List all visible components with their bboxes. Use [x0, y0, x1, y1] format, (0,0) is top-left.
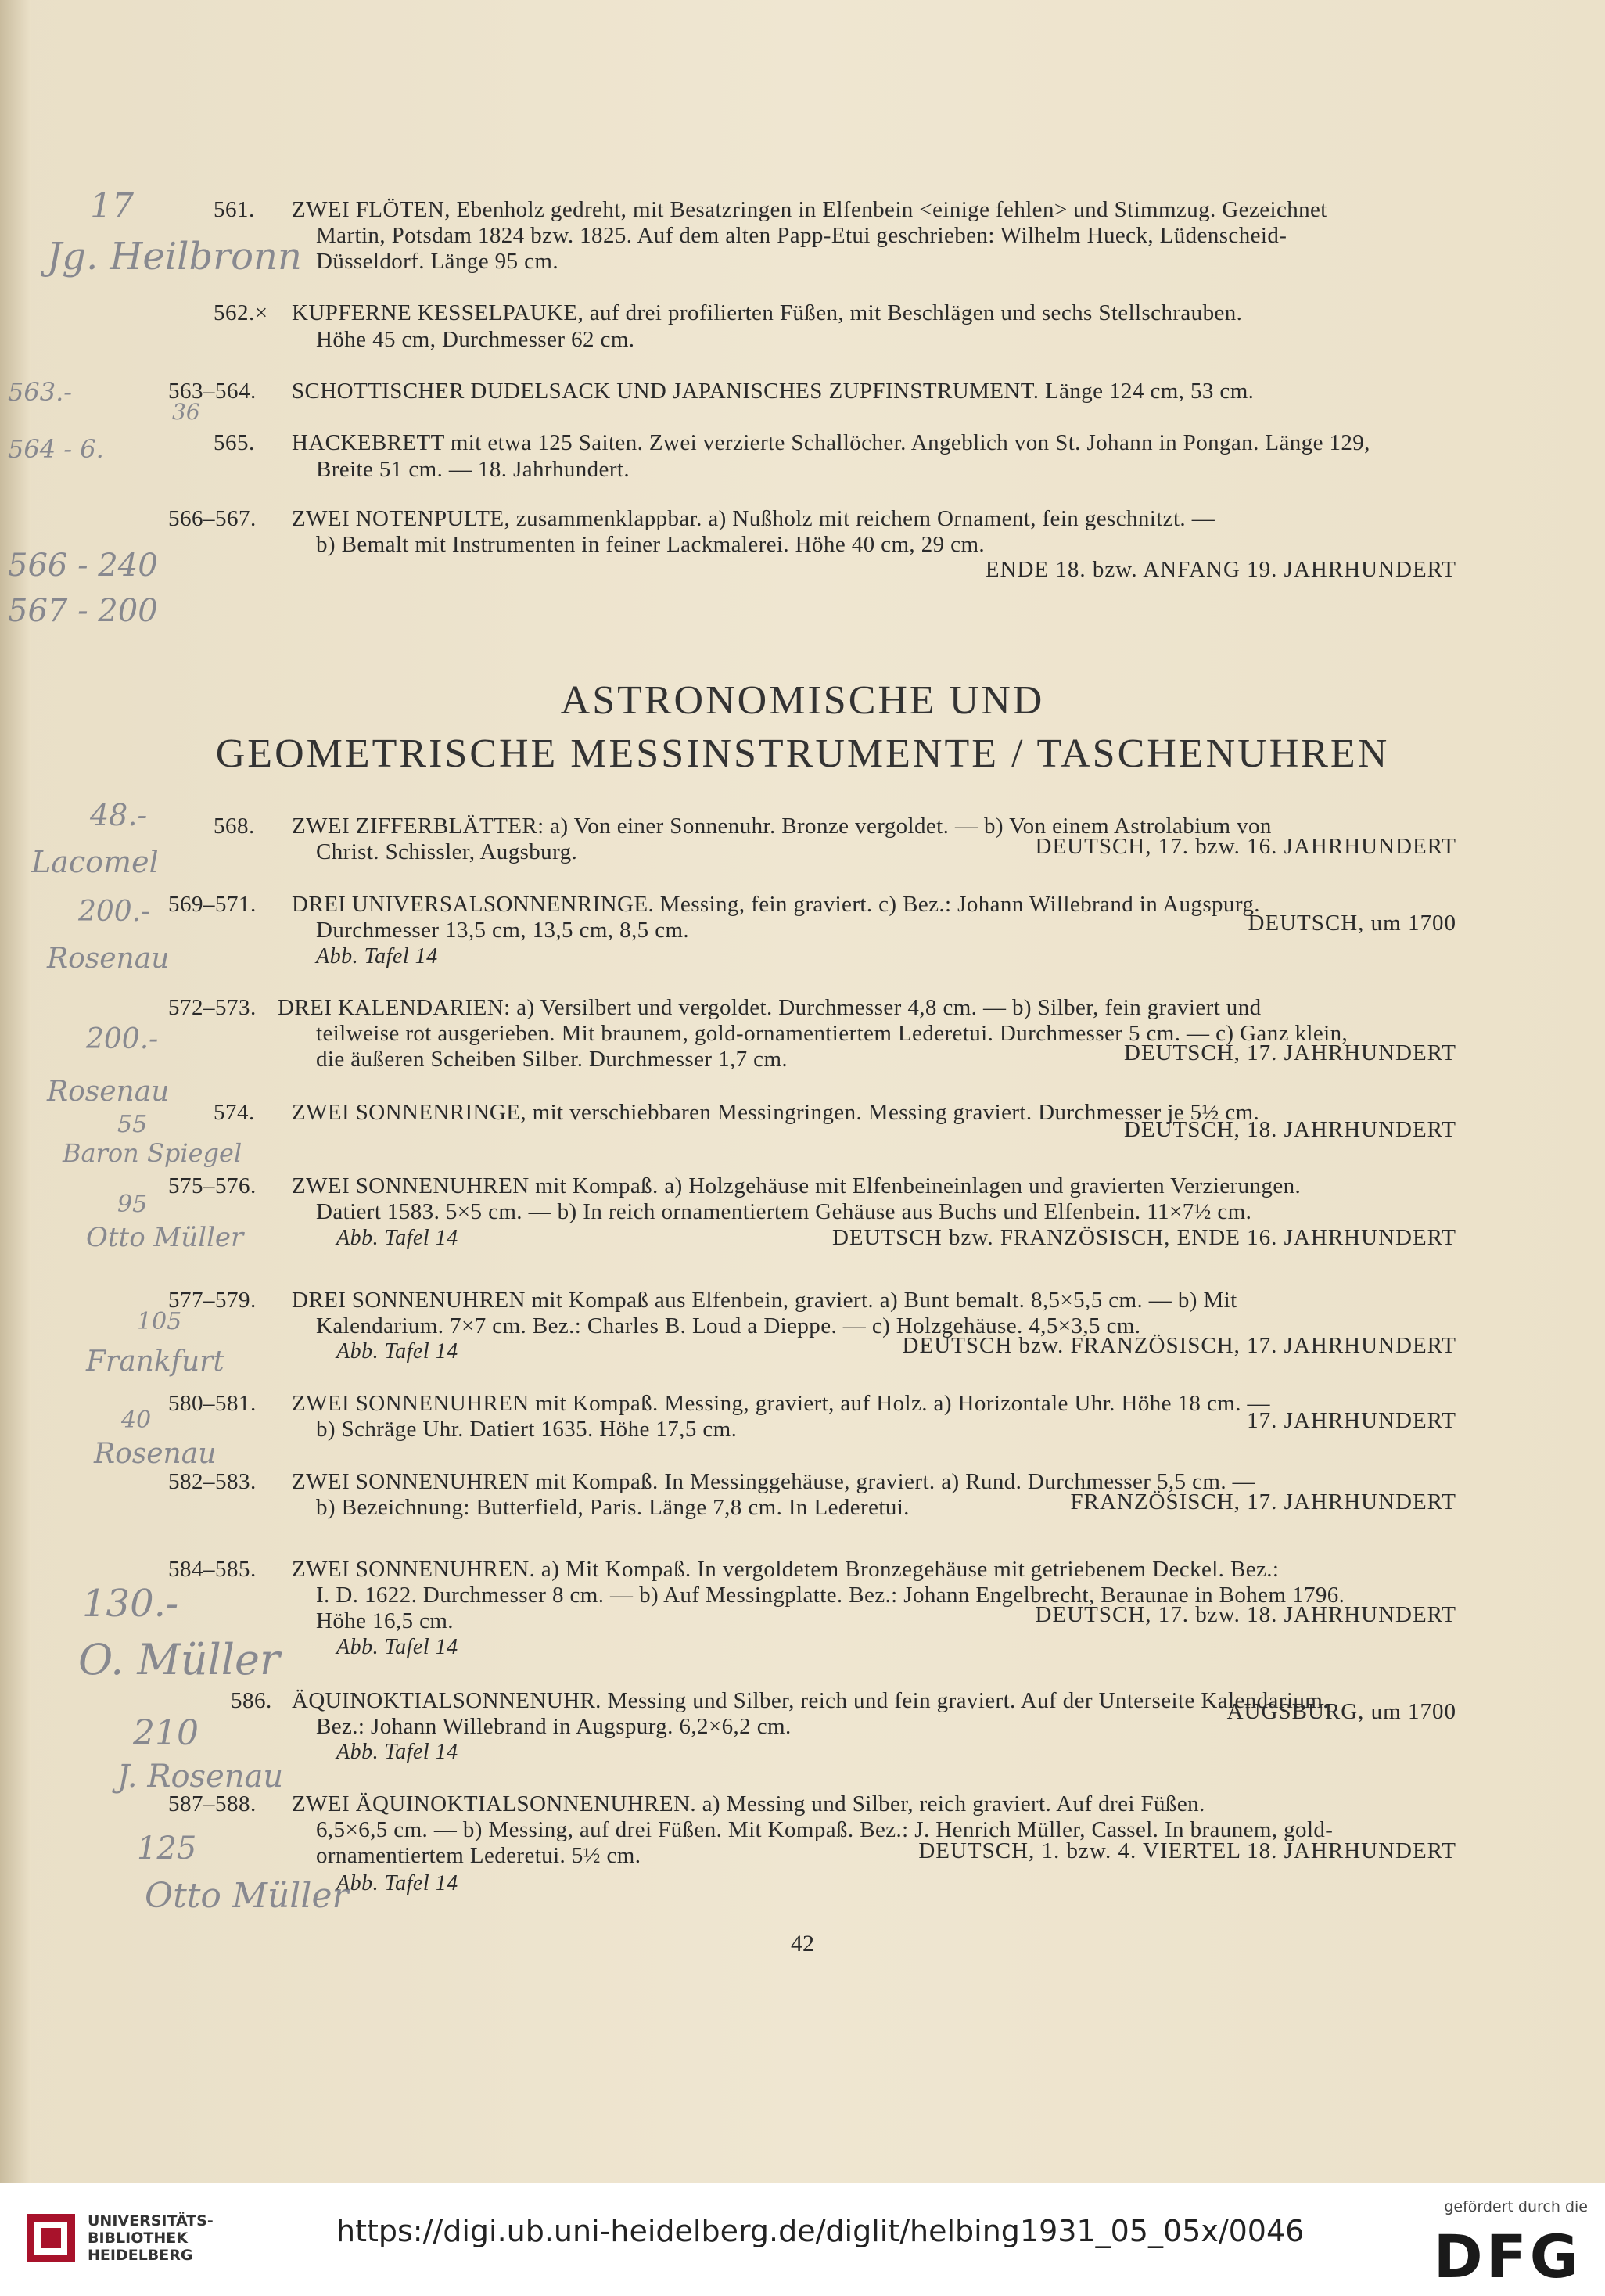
section-heading-line-2: GEOMETRISCHE MESSINSTRUMENTE / TASCHENUHREN [215, 731, 1390, 776]
handwritten-note: 210 [133, 1713, 199, 1753]
handwritten-note: Jg. Heilbronn [47, 235, 302, 278]
entry-number: 584–585. [168, 1557, 257, 1582]
entry-line: ZWEI FLÖTEN, Ebenholz gedreht, mit Besatzringen in Elfenbein <einige fehlen> und Stimmzug. Gezeichnet [292, 197, 1327, 222]
entry-period: DEUTSCH, 17. bzw. 16. JAHRHUNDERT [1035, 834, 1456, 859]
entry-line: KUPFERNE KESSELPAUKE, auf drei profilierten Füßen, mit Beschlägen und sechs Stellschrauben. [292, 300, 1243, 325]
entry-line: Kalendarium. 7×7 cm. Bez.: Charles B. Loud a Dieppe. — c) Holzgehäuse. 4,5×3,5 cm. [316, 1313, 1141, 1338]
entry-number: 577–579. [168, 1288, 257, 1313]
handwritten-note: 125 [137, 1831, 197, 1867]
entry-line: ÄQUINOKTIALSONNENUHR. Messing und Silber, reich und fein graviert. Auf der Unterseite Kalendarium. [292, 1688, 1329, 1713]
entry-line: Christ. Schissler, Augsburg. [316, 839, 578, 864]
entry-line: I. D. 1622. Durchmesser 8 cm. — b) Auf Messingplatte. Bez.: Johann Engelbrecht, Beraunae in Bohem 1796. [316, 1583, 1345, 1608]
dfg-logo: DFG [1433, 2222, 1582, 2291]
entry-line: DREI UNIVERSALSONNENRINGE. Messing, fein graviert. c) Bez.: Johann Willebrand in Augspurg. [292, 892, 1260, 917]
handwritten-note: 130.- [82, 1582, 179, 1626]
entry-number: 587–588. [168, 1791, 257, 1816]
plate-reference: Abb. Tafel 14 [336, 1635, 458, 1659]
entry-line: ZWEI SONNENUHREN. a) Mit Kompaß. In vergoldetem Bronzegehäuse mit getriebenem Deckel. Bez.: [292, 1557, 1280, 1582]
entry-line: Breite 51 cm. — 18. Jahrhundert. [316, 457, 630, 482]
entry-line: ZWEI SONNENUHREN mit Kompaß. In Messinggehäuse, graviert. a) Rund. Durchmesser 5,5 cm. — [292, 1469, 1256, 1494]
handwritten-note: 40 [121, 1407, 152, 1434]
entry-line: ZWEI SONNENRINGE, mit verschiebbaren Messingringen. Messing graviert. Durchmesser je 5½ cm. [292, 1100, 1260, 1125]
entry-line: Höhe 16,5 cm. [316, 1608, 454, 1633]
handwritten-note: 95 [117, 1191, 148, 1218]
handwritten-note: 566 - 240 [8, 548, 158, 584]
entry-number: 562.× [214, 300, 268, 325]
institution-logo-text: UNIVERSITÄTS- BIBLIOTHEK HEIDELBERG [88, 2212, 214, 2264]
entry-line: 6,5×6,5 cm. — b) Messing, auf drei Füßen. Mit Kompaß. Bez.: J. Henrich Müller, Cassel. In braunem, gold- [316, 1817, 1334, 1842]
entry-line: Datiert 1583. 5×5 cm. — b) In reich ornamentiertem Gehäuse aus Buchs und Elfenbein. 11×7½ cm. [316, 1199, 1252, 1224]
entry-number: 563–564. [168, 379, 257, 404]
viewer-footer [0, 2183, 1605, 2296]
entry-line: Düsseldorf. Länge 95 cm. [316, 249, 558, 274]
entry-number: 574. [214, 1100, 255, 1125]
entry-period: AUGSBURG, um 1700 [1226, 1699, 1456, 1724]
entry-period: DEUTSCH bzw. FRANZÖSISCH, 17. JAHRHUNDERT [902, 1333, 1456, 1358]
entry-line: ZWEI NOTENPULTE, zusammenklappbar. a) Nußholz mit reichem Ornament, fein geschnitzt. — [292, 506, 1215, 531]
handwritten-note: Rosenau [47, 1076, 170, 1108]
entry-period: FRANZÖSISCH, 17. JAHRHUNDERT [1070, 1489, 1456, 1514]
entry-number: 566–567. [168, 506, 257, 531]
handwritten-note: Frankfurt [86, 1346, 224, 1378]
handwritten-note: O. Müller [78, 1635, 280, 1684]
entry-period: DEUTSCH, 17. JAHRHUNDERT [1123, 1040, 1456, 1065]
entry-line: teilweise rot ausgerieben. Mit braunem, gold-ornamentiertem Lederetui. Durchmesser 5 cm. — c) Ganz klein, [316, 1021, 1348, 1046]
plate-reference: Abb. Tafel 14 [336, 1339, 458, 1364]
plate-reference: Abb. Tafel 14 [336, 1226, 458, 1250]
entry-line: b) Bezeichnung: Butterfield, Paris. Länge 7,8 cm. In Lederetui. [316, 1495, 910, 1520]
page-gutter [0, 0, 31, 2183]
page-number: 42 [791, 1931, 814, 1956]
handwritten-note: 105 [137, 1308, 182, 1335]
plate-reference: Abb. Tafel 14 [336, 1740, 458, 1764]
entry-period: DEUTSCH bzw. FRANZÖSISCH, ENDE 16. JAHRHUNDERT [831, 1225, 1456, 1250]
entry-line: DREI SONNENUHREN mit Kompaß aus Elfenbein, graviert. a) Bunt bemalt. 8,5×5,5 cm. — b) Mit [292, 1288, 1237, 1313]
handwritten-note: 567 - 200 [8, 593, 158, 629]
entry-number: 575–576. [168, 1173, 257, 1198]
handwritten-note: 36 [172, 399, 200, 425]
entry-line: SCHOTTISCHER DUDELSACK UND JAPANISCHES ZUPFINSTRUMENT. Länge 124 cm, 53 cm. [292, 379, 1255, 404]
entry-number: 582–583. [168, 1469, 257, 1494]
handwritten-note: Rosenau [47, 943, 170, 975]
entry-number: 580–581. [168, 1391, 257, 1416]
permalink-url[interactable]: https://digi.ub.uni-heidelberg.de/diglit/helbing1931_05_05x/0046 [336, 2214, 1305, 2248]
entry-line: ZWEI SONNENUHREN mit Kompaß. Messing, graviert, auf Holz. a) Horizontale Uhr. Höhe 18 cm. — [292, 1391, 1270, 1416]
entry-line: b) Schräge Uhr. Datiert 1635. Höhe 17,5 cm. [316, 1417, 738, 1442]
handwritten-note: 564 - 6. [8, 434, 104, 464]
entry-period: DEUTSCH, 18. JAHRHUNDERT [1123, 1117, 1456, 1142]
entry-number: 586. [231, 1688, 272, 1713]
entry-line: die äußeren Scheiben Silber. Durchmesser 1,7 cm. [316, 1047, 788, 1072]
entry-number: 568. [214, 814, 255, 839]
entry-line: ZWEI SONNENUHREN mit Kompaß. a) Holzgehäuse mit Elfenbeineinlagen und gravierten Verzierungen. [292, 1173, 1302, 1198]
entry-line: ZWEI ÄQUINOKTIALSONNENUHREN. a) Messing und Silber, reich graviert. Auf drei Füßen. [292, 1791, 1205, 1816]
entry-period: DEUTSCH, 17. bzw. 18. JAHRHUNDERT [1035, 1602, 1456, 1627]
entry-number: 572–573. [168, 995, 257, 1020]
entry-period: DEUTSCH, 1. bzw. 4. VIERTEL 18. JAHRHUNDERT [918, 1838, 1456, 1863]
entry-line: ZWEI ZIFFERBLÄTTER: a) Von einer Sonnenuhr. Bronze vergoldet. — b) Von einem Astrolabium von [292, 814, 1272, 839]
entry-line: Höhe 45 cm, Durchmesser 62 cm. [316, 327, 635, 352]
entry-line: Durchmesser 13,5 cm, 13,5 cm, 8,5 cm. [316, 918, 690, 943]
handwritten-note: 55 [117, 1111, 148, 1138]
handwritten-note: J. Rosenau [117, 1759, 284, 1795]
handwritten-note: Otto Müller [86, 1222, 244, 1253]
entry-period: ENDE 18. bzw. ANFANG 19. JAHRHUNDERT [985, 557, 1456, 582]
entry-line: DREI KALENDARIEN: a) Versilbert und vergoldet. Durchmesser 4,8 cm. — b) Silber, fein graviert und [278, 995, 1262, 1020]
handwritten-note: 200.- [78, 896, 151, 928]
entry-number: 565. [214, 430, 255, 455]
handwritten-note: 48.- [90, 798, 148, 832]
entry-line: HACKEBRETT mit etwa 125 Saiten. Zwei verzierte Schallöcher. Angeblich von St. Johann in Pongan. Länge 129, [292, 430, 1370, 455]
entry-number: 561. [214, 197, 255, 222]
handwritten-note: Lacomel [31, 845, 159, 879]
plate-reference: Abb. Tafel 14 [316, 944, 438, 968]
entry-period: 17. JAHRHUNDERT [1247, 1408, 1456, 1433]
entry-line: ornamentiertem Lederetui. 5½ cm. [316, 1843, 641, 1868]
funding-note: gefördert durch die [1444, 2198, 1588, 2215]
handwritten-note: Baron Spiegel [63, 1138, 242, 1168]
entry-number: 569–571. [168, 892, 257, 917]
handwritten-note: 17 [90, 186, 134, 226]
entry-line: b) Bemalt mit Instrumenten in feiner Lackmalerei. Höhe 40 cm, 29 cm. [316, 532, 986, 557]
handwritten-note: Rosenau [94, 1438, 217, 1470]
entry-period: DEUTSCH, um 1700 [1248, 911, 1456, 936]
handwritten-note: Otto Müller [145, 1876, 349, 1916]
handwritten-note: 200.- [86, 1023, 159, 1055]
section-heading-line-1: ASTRONOMISCHE UND [560, 678, 1045, 723]
handwritten-note: 563.- [8, 377, 73, 407]
entry-line: Martin, Potsdam 1824 bzw. 1825. Auf dem alten Papp-Etui geschrieben: Wilhelm Hueck, Lüdenscheid- [316, 223, 1287, 248]
entry-line: Bez.: Johann Willebrand in Augspurg. 6,2×6,2 cm. [316, 1714, 792, 1739]
university-seal-icon [23, 2211, 78, 2265]
plate-reference: Abb. Tafel 14 [336, 1871, 458, 1895]
